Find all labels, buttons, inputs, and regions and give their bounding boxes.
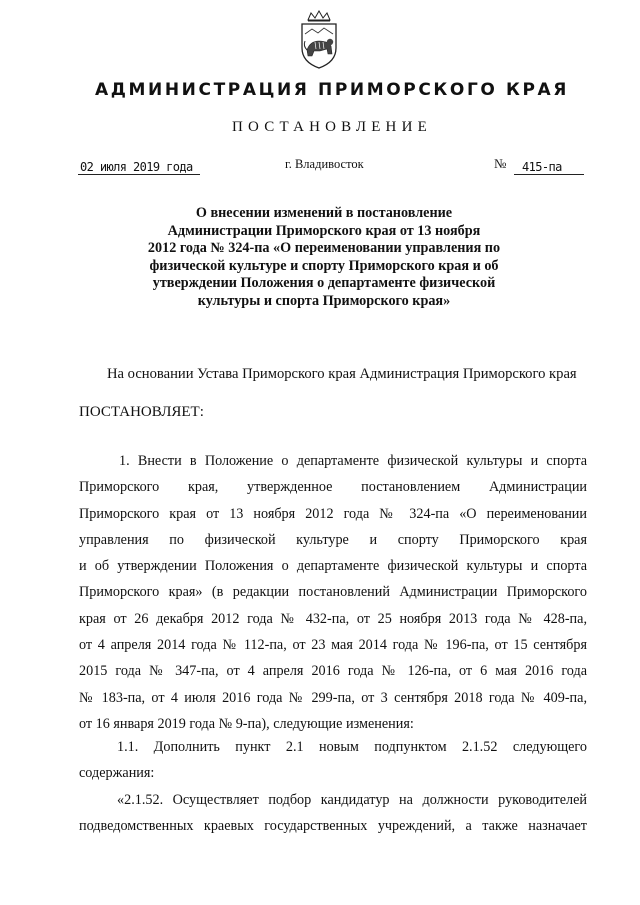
heading-line: утверждении Положения о департаменте физической xyxy=(152,275,496,292)
text-line: 1. Внести в Положение о департаменте физической культуры и спорта xyxy=(119,453,587,469)
text-line: от 4 апреля 2014 года № 112-па, от 23 мая 2014 года № 196-па, от 15 сентября xyxy=(79,637,587,654)
heading-line: Администрации Приморского края от 13 ноября xyxy=(167,222,481,239)
city-label: г. Владивосток xyxy=(285,157,364,171)
heading-line: культуры и спорта Приморского края» xyxy=(197,292,451,309)
text-line: края от 26 декабря 2012 года № 432-па, от 25 ноября 2013 года № 428-па, xyxy=(79,610,587,627)
heading-line: физической культуре и спорту Приморского края и об xyxy=(149,257,499,274)
date-field xyxy=(78,158,200,175)
number-field xyxy=(514,158,584,175)
text-line: № 183-па, от 4 июля 2016 года № 299-па, от 3 сентября 2018 года № 409-па, xyxy=(79,689,587,706)
text-line: 1.1. Дополнить пункт 2.1 новым подпунктом 2.1.52 следующего xyxy=(117,739,587,755)
item-1-1-paragraph xyxy=(79,734,587,787)
heading-line: О внесении изменений в постановление xyxy=(195,205,453,221)
organization-title: АДМИНИСТРАЦИЯ ПРИМОРСКОГО КРАЯ xyxy=(95,80,569,100)
text-line: 2015 года № 347-па, от 4 апреля 2016 года № 126-па, от 6 мая 2016 года xyxy=(79,663,587,680)
text-line: Приморского края от 13 ноября 2012 года № 324-па «О переименовании xyxy=(79,505,587,522)
text-line: управления по физической культуре и спорту Приморского края xyxy=(79,531,587,548)
date-value: 02 июля 2019 года xyxy=(80,160,193,174)
text-line: содержания: xyxy=(79,765,155,782)
coat-of-arms-tiger-icon xyxy=(294,10,344,70)
resolution-heading xyxy=(104,205,544,311)
document-type: ПОСТАНОВЛЕНИЕ xyxy=(232,119,432,135)
number-value: 415-па xyxy=(522,160,562,174)
text-line: подведомственных краевых государственных учреждений, а также назначает xyxy=(79,818,587,835)
number-sign: № xyxy=(494,156,507,171)
text-line: Приморского края, утвержденное постановлением Администрации xyxy=(79,479,587,496)
basis-paragraph: На основании Устава Приморского края Администрация Приморского края xyxy=(107,366,577,382)
heading-line: 2012 года № 324-па «О переименовании управления по xyxy=(147,240,501,257)
text-line: и об утверждении Положения о департаменте физической культуры и спорта xyxy=(79,558,587,575)
item-1-1-quote-paragraph xyxy=(79,787,587,840)
resolves-heading: ПОСТАНОВЛЯЕТ: xyxy=(79,404,204,420)
text-line: от 16 января 2019 года № 9-па), следующие изменения: xyxy=(79,715,414,732)
text-line: «2.1.52. Осуществляет подбор кандидатур на должности руководителей xyxy=(117,792,587,808)
item-1-paragraph xyxy=(79,448,587,737)
text-line: Приморского края» (в редакции постановлений Администрации Приморского xyxy=(79,584,587,601)
